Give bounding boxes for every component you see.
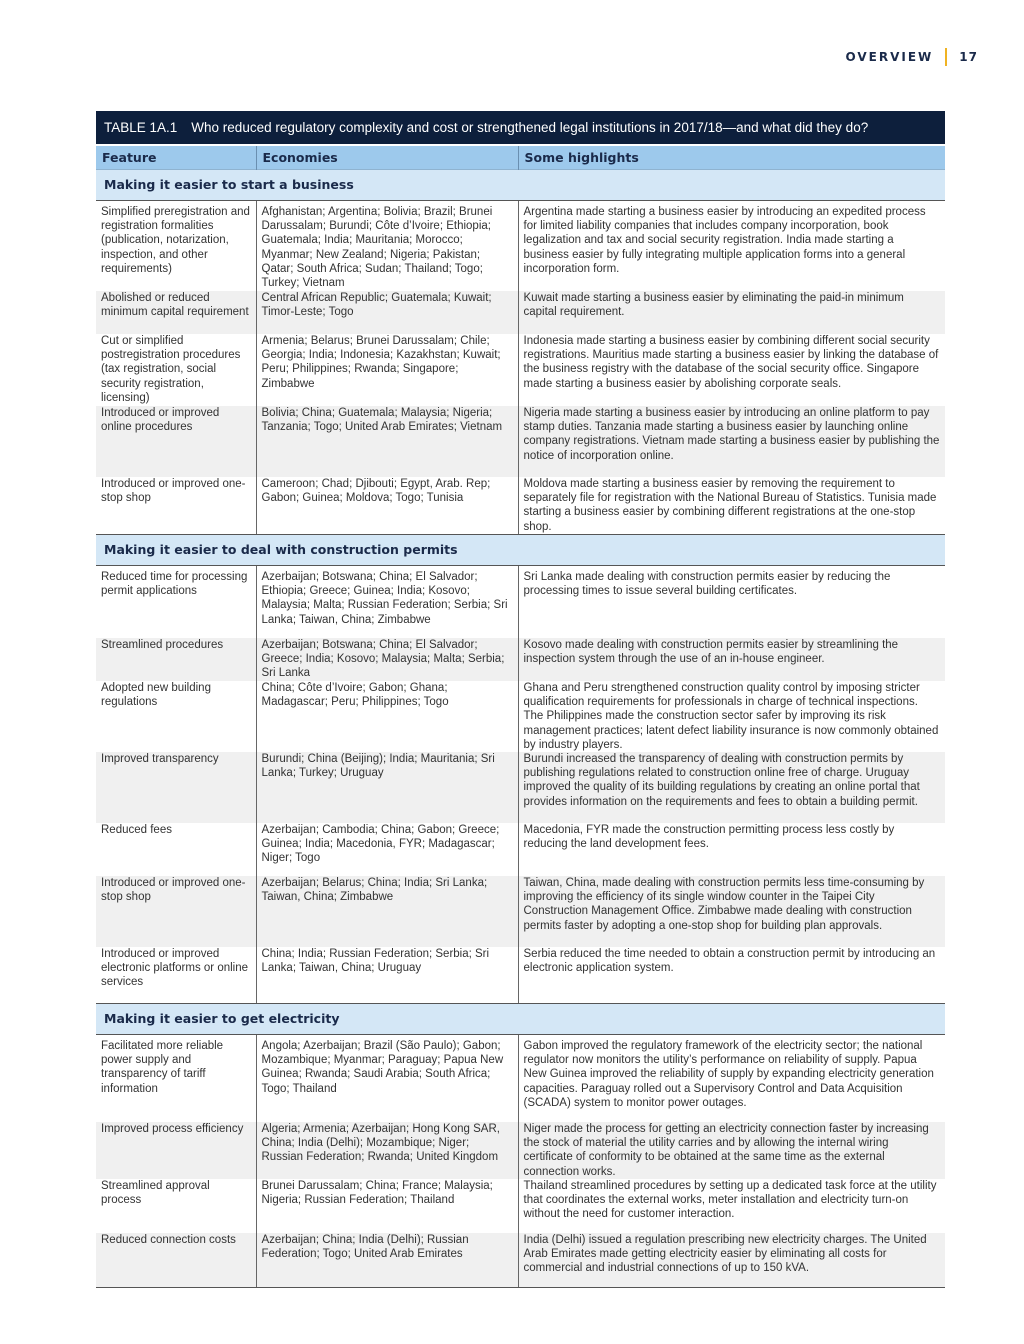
feature-cell: Streamlined approval process	[96, 1179, 256, 1233]
economies-cell: Cameroon; Chad; Djibouti; Egypt, Arab. Rep; Gabon; Guinea; Moldova; Togo; Tunisia	[256, 477, 518, 535]
table-row	[96, 570, 945, 638]
economies-cell: Azerbaijan; China; India (Delhi); Russian Federation; Togo; United Arab Emirates	[256, 1233, 518, 1288]
economies-cell: Angola; Azerbaijan; Brazil (São Paulo); Gabon; Mozambique; Myanmar; Paraguay; Papua New Guinea; Rwanda; Saudi Arabia; South Africa; Togo; Thailand	[256, 1039, 518, 1122]
economies-cell: Azerbaijan; Botswana; China; El Salvador; Ethiopia; Greece; Guinea; India; Kosovo; Malaysia; Malta; Russian Federation; Serbia; Sri Lanka; Taiwan, China; Zimbabwe	[256, 570, 518, 638]
highlights-cell: Ghana and Peru strengthened construction quality control by imposing stricter qualification requirements for professionals in charge of technical inspections. The Philippines made the construction sector safer by improving its risk management practices; latent defect liability insurance is now commonly obtained by industry players.	[523, 682, 939, 751]
table-number: TABLE 1A.1	[104, 120, 178, 135]
economies-cell: China; Côte d’Ivoire; Gabon; Ghana; Madagascar; Peru; Philippines; Togo	[256, 681, 518, 752]
highlights-cell: Moldova made starting a business easier by removing the requirement to separately file for registration with the National Bureau of Statistics. Tunisia made starting a business easier by combining different registrations at the one-stop shop.	[518, 477, 945, 535]
highlights-cell: Kuwait made starting a business easier by eliminating the paid-in minimum capital requirement.	[518, 291, 945, 334]
feature-cell: Adopted new building regulations	[96, 681, 256, 752]
feature-cell: Improved transparency	[96, 752, 256, 823]
table-row	[96, 752, 945, 823]
section-header-row	[96, 535, 945, 566]
feature-cell: Introduced or improved one-stop shop	[96, 876, 256, 947]
economies-cell: Afghanistan; Argentina; Bolivia; Brazil; Brunei Darussalam; Burundi; Côte d’Ivoire; Ethiopia; Guatemala; India; Mauritania; Morocco; Myanmar; New Zealand; Nigeria; Pakistan; Qatar; South Africa; Sudan; Thailand; Togo; Turkey; Vietnam	[256, 205, 518, 291]
table-title: Who reduced regulatory complexity and cost or strengthened legal institutions in 2017/18—and what did they do?	[191, 120, 869, 135]
economies-cell: Central African Republic; Guatemala; Kuwait; Timor-Leste; Togo	[256, 291, 518, 334]
table-row	[96, 1233, 945, 1288]
feature-cell: Reduced connection costs	[96, 1233, 256, 1288]
section-title: Making it easier to deal with construction permits	[96, 535, 945, 566]
feature-cell: Facilitated more reliable power supply and transparency of tariff information	[96, 1039, 256, 1122]
economies-cell: Algeria; Armenia; Azerbaijan; Hong Kong SAR, China; India (Delhi); Mozambique; Niger; Russian Federation; Rwanda; United Kingdom	[256, 1122, 518, 1179]
table-row	[96, 638, 945, 681]
economies-cell: China; India; Russian Federation; Serbia; Sri Lanka; Taiwan, China; Uruguay	[256, 947, 518, 1004]
economies-cell: Azerbaijan; Botswana; China; El Salvador; Greece; India; Kosovo; Malaysia; Malta; Serbia; Sri Lanka	[256, 638, 518, 681]
highlights-cell: Serbia reduced the time needed to obtain a construction permit by introducing an electronic application system.	[518, 947, 945, 1004]
highlights-cell: Sri Lanka made dealing with construction permits easier by reducing the processing times to issue several building certificates.	[523, 571, 891, 598]
highlights-cell: Nigeria made starting a business easier by introducing an online platform to pay stamp duties. Tanzania made starting a business easier by launching online company registrations. Vietnam made starting a business easier by publishing the notice of incorporation online.	[518, 406, 945, 477]
economies-cell: Brunei Darussalam; China; France; Malaysia; Nigeria; Russian Federation; Thailand	[256, 1179, 518, 1233]
table-row	[96, 823, 945, 876]
table-row	[96, 477, 945, 535]
highlights-cell: Gabon improved the regulatory framework of the electricity sector; the national regulator now monitors the utility’s performance on reliability of supply. Papua New Guinea improved the reliability of supply by expanding electricity generation capacities. Paraguay rolled out a Supervisory Control and Data Acquisition (SCADA) system to monitor power outages.	[523, 1040, 934, 1109]
table-title-bar	[96, 111, 945, 144]
table-row	[96, 1122, 945, 1179]
section-title: Making it easier to get electricity	[96, 1004, 945, 1035]
feature-cell: Simplified preregistration and registration formalities (publication, notarization, inspection, and other requirements)	[96, 205, 256, 291]
highlights-cell: Indonesia made starting a business easier by combining different social security registrations. Mauritius made starting a business easier by linking the database of the business registry with the database of the social security office. Singapore made starting a business easier by abolishing corporate seals.	[523, 335, 939, 390]
table-header-row	[96, 145, 945, 170]
table-row	[96, 681, 945, 752]
highlights-cell: Thailand streamlined procedures by setting up a dedicated task force at the utility that coordinates the external works, meter installation and electricity turn-on without the need for customer interaction.	[523, 1180, 937, 1221]
feature-cell: Introduced or improved one-stop shop	[96, 477, 256, 535]
economies-cell: Armenia; Belarus; Brunei Darussalam; Chile; Georgia; India; Indonesia; Kazakhstan; Kuwait; Peru; Philippines; Rwanda; Singapore; Zimbabwe	[256, 334, 518, 406]
running-head-divider	[945, 48, 947, 66]
section-header-row	[96, 1004, 945, 1035]
column-header-highlights: Some highlights	[518, 145, 945, 170]
table-row	[96, 876, 945, 947]
table-row	[96, 291, 945, 334]
feature-cell: Cut or simplified postregistration procedures (tax registration, social security registration, licensing)	[96, 334, 256, 406]
column-header-feature: Feature	[96, 145, 256, 170]
column-header-economies: Economies	[256, 145, 518, 170]
highlights-cell: Argentina made starting a business easier by introducing an expedited process for limited liability companies that includes company incorporation, book legalization and tax and social security registration. India made starting a business easier by fully integrating multiple application forms into a general incorporation form.	[523, 206, 926, 275]
table-row	[96, 205, 945, 291]
economies-cell: Azerbaijan; Cambodia; China; Gabon; Greece; Guinea; India; Macedonia, FYR; Madagascar; Niger; Togo	[256, 823, 518, 876]
economies-cell: Azerbaijan; Belarus; China; India; Sri Lanka; Taiwan, China; Zimbabwe	[256, 876, 518, 947]
table-row	[96, 1179, 945, 1233]
highlights-cell: Macedonia, FYR made the construction permitting process less costly by reducing the land development fees.	[523, 824, 895, 851]
running-head-section: OVERVIEW	[845, 50, 934, 64]
table-row	[96, 1039, 945, 1122]
highlights-cell: Burundi increased the transparency of dealing with construction permits by publishing regulations related to construction online free of charge. Uruguay improved the quality of its building regulations by creating an online portal that provides information on the requirements and fees to obtain a building permit.	[518, 752, 945, 823]
economies-cell: Bolivia; China; Guatemala; Malaysia; Nigeria; Tanzania; Togo; United Arab Emirates; Vietnam	[256, 406, 518, 477]
highlights-cell: Taiwan, China, made dealing with construction permits less time-consuming by improving the efficiency of its single window counter in the Taipei City Construction Management Office. Zimbabwe made dealing with construction permits faster by adopting a one-stop shop for building plan approvals.	[518, 876, 945, 947]
feature-cell: Introduced or improved electronic platforms or online services	[96, 947, 256, 1004]
table-row	[96, 406, 945, 477]
section-header-row	[96, 170, 945, 201]
table-row	[96, 334, 945, 406]
feature-cell: Reduced fees	[96, 823, 256, 876]
reforms-table	[96, 111, 945, 1288]
highlights-cell: India (Delhi) issued a regulation prescribing new electricity charges. The United Arab Emirates made getting electricity easier by eliminating all costs for commercial and industrial connections of up to 150 kVA.	[518, 1233, 945, 1288]
table-body	[96, 144, 945, 1288]
highlights-cell: Niger made the process for getting an electricity connection faster by increasing the stock of material the utility carries and by allowing the internal wiring certificate of conformity to be obtained at the same time as the external connection works.	[518, 1122, 945, 1179]
feature-cell: Streamlined procedures	[96, 638, 256, 681]
table-row	[96, 947, 945, 1004]
highlights-cell: Kosovo made dealing with construction permits easier by streamlining the inspection system through the use of an in-house engineer.	[518, 638, 945, 681]
economies-cell: Burundi; China (Beijing); India; Mauritania; Sri Lanka; Turkey; Uruguay	[256, 752, 518, 823]
feature-cell: Introduced or improved online procedures	[96, 406, 256, 477]
section-title: Making it easier to start a business	[96, 170, 945, 201]
page-number: 17	[959, 50, 978, 64]
feature-cell: Abolished or reduced minimum capital requirement	[96, 291, 256, 334]
feature-cell: Improved process efficiency	[96, 1122, 256, 1179]
running-head	[846, 48, 979, 66]
feature-cell: Reduced time for processing permit applications	[96, 570, 256, 638]
